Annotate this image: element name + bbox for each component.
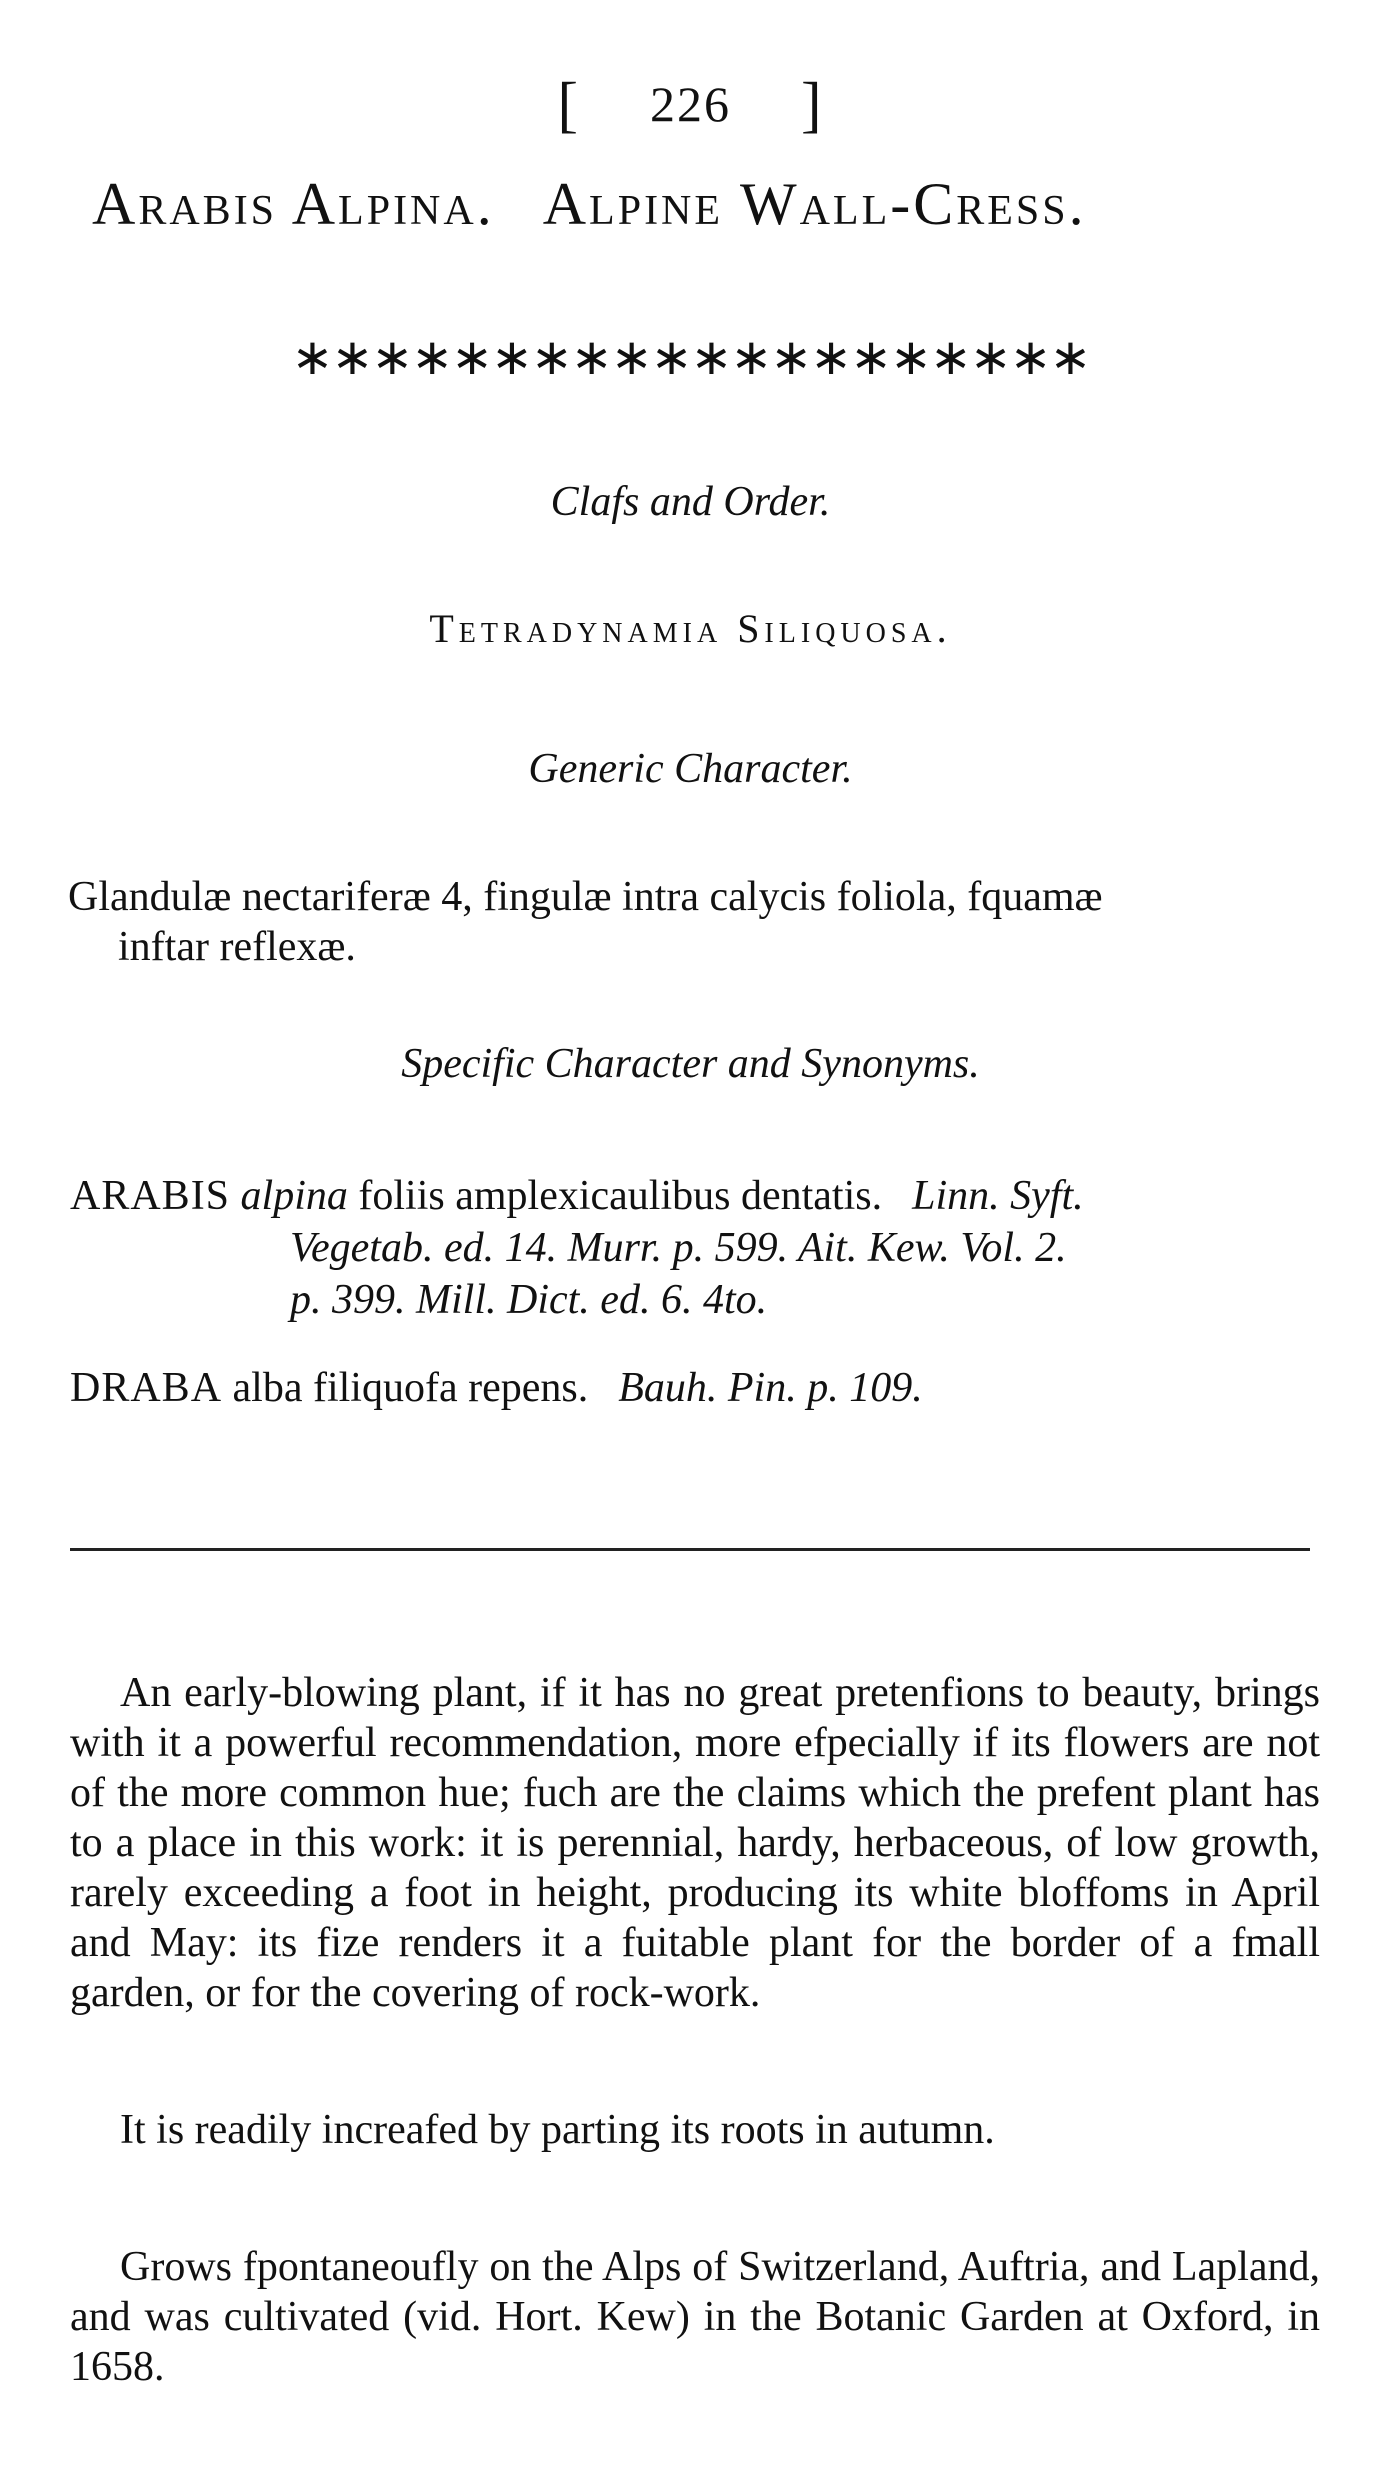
synonym-species: alpina <box>240 1173 348 1219</box>
synonym-reference-line-2: Vegetab. ed. 14. Murr. p. 599. Ait. Kew. Vol. 2. <box>290 1225 1067 1271</box>
class-name: Tetradynamia Siliquosa. <box>429 606 952 651</box>
paragraph-text: Grows fpontaneoufly on the Alps of Switzerland, Auftria, and Lapland, and was cultivated (vid. Hort. Kew) in the Botanic Garden at Oxford, in 1658. <box>70 2244 1320 2390</box>
page-number <box>0 66 1381 137</box>
class-order-heading: Clafs and Order. <box>550 479 831 525</box>
paragraph-text: It is readily increafed by parting its roots in autumn. <box>120 2107 995 2153</box>
synonym-description: foliis amplexicaulibus dentatis. <box>358 1173 883 1219</box>
ornament-divider: ∗∗∗∗∗∗∗∗∗∗∗∗∗∗∗∗∗∗∗∗ <box>291 328 1090 386</box>
description-paragraph <box>70 1668 1320 2018</box>
generic-character-heading: Generic Character. <box>528 746 853 792</box>
habitat-paragraph <box>70 2242 1320 2392</box>
specific-character-heading: Specific Character and Synonyms. <box>401 1041 980 1087</box>
generic-text-line-2: inftar reflexæ. <box>118 924 356 970</box>
synonym-reference-line-3: p. 399. Mill. Dict. ed. 6. 4to. <box>290 1277 768 1323</box>
page-title <box>92 170 1342 239</box>
horizontal-rule <box>70 1548 1310 1551</box>
paragraph-text: An early-blowing plant, if it has no great pretenfions to beauty, brings with it a powerful recommendation, more efpecially if its flowers are not of the more common hue; fuch are the claims which the prefent plant has to a place in this work: it is perennial, hardy, herbaceous, of low growth, rarely exceeding a foot in height, producing its white bloffoms in April and May: its fize renders it a fuitable plant for the border of a fmall garden, or for the covering of rock-work. <box>70 1670 1320 2016</box>
title-english: Alpine Wall-Cress. <box>542 171 1087 237</box>
synonym-genus: ARABIS <box>70 1173 231 1219</box>
synonym-description: alba filiquofa repens. <box>232 1365 589 1411</box>
synonym-draba <box>70 1362 1330 1414</box>
page-number-open-bracket: [ <box>557 71 580 139</box>
title-latin: Arabis Alpina. <box>92 171 495 237</box>
synonym-arabis <box>70 1170 1330 1326</box>
synonym-genus: DRABA <box>70 1365 223 1411</box>
generic-text-line-1: Glandulæ nectariferæ 4, fingulæ intra calycis foliola, fquamæ <box>68 874 1103 920</box>
page-number-value: 226 <box>650 76 731 132</box>
generic-character-text <box>68 872 1318 972</box>
synonym-reference: Bauh. Pin. p. 109. <box>618 1365 923 1411</box>
propagation-paragraph <box>70 2105 1320 2155</box>
page-number-close-bracket: ] <box>801 71 824 139</box>
synonym-reference: Linn. Syft. <box>912 1173 1084 1219</box>
